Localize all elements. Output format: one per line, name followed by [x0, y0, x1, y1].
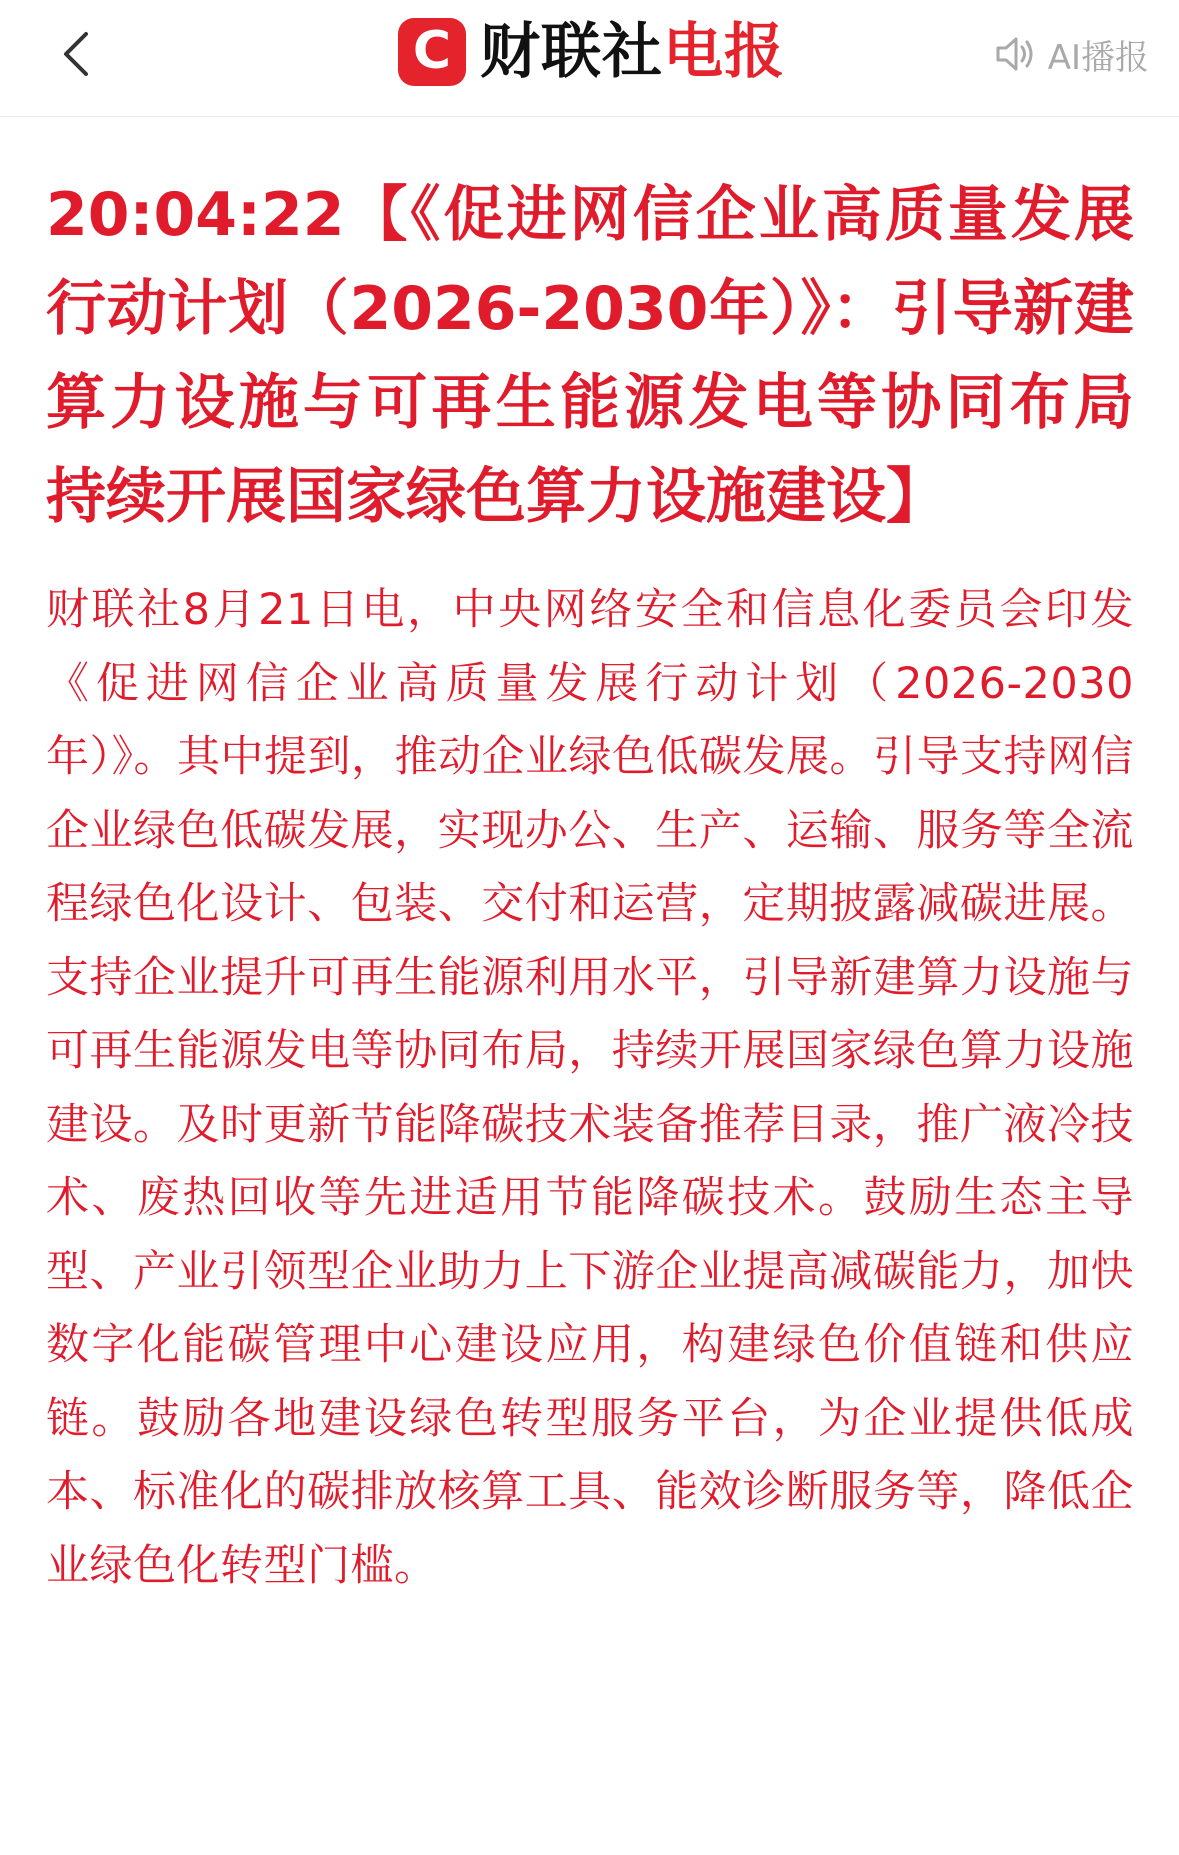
- speaker-icon: [994, 34, 1038, 74]
- brand-logo: [398, 12, 785, 92]
- back-button[interactable]: [44, 18, 108, 90]
- article-headline: 20:04:22【《促进网信企业高质量发展行动计划（2026-2030年）》：引导新建算力设施与可再生能源发电等协同布局 持续开展国家绿色算力设施建设】: [46, 180, 1134, 532]
- article-body: 财联社8月21日电，中央网络安全和信息化委员会印发《促进网信企业高质量发展行动计划（2026-2030年）》。其中提到，推动企业绿色低碳发展。引导支持网信企业绿色低碳发展，实现办公、生产、运输、服务等全流程绿色化设计、包装、交付和运营，定期披露减碳进展。支持企业提升可再生能源利用水平，引导新建算力设施与可再生能源发电等协同布局，持续开展国家绿色算力设施建设。及时更新节能降碳技术装备推荐目录，推广液冷技术、废热回收等先进适用节能降碳技术。鼓励生态主导型、产业引领型企业助力上下游企业提高减碳能力，加快数字化能碳管理中心建设应用，构建绿色价值链和供应链。鼓励各地建设绿色转型服务平台，为企业提供低成本、标准化的碳排放核算工具、能效诊断服务等，降低企业绿色化转型门槛。: [46, 585, 1134, 1591]
- logo-mark-icon: [398, 18, 466, 86]
- ai-broadcast-label: AI播报: [1047, 37, 1149, 78]
- chevron-left-icon: [62, 30, 90, 78]
- top-bar: [0, 0, 1179, 117]
- ai-broadcast-button[interactable]: [994, 26, 1149, 82]
- logo-mark-letter: C: [412, 21, 452, 81]
- article: [46, 168, 1134, 1603]
- logo-text-accent: 电报: [663, 17, 785, 87]
- logo-text-main: 财联社: [480, 17, 663, 87]
